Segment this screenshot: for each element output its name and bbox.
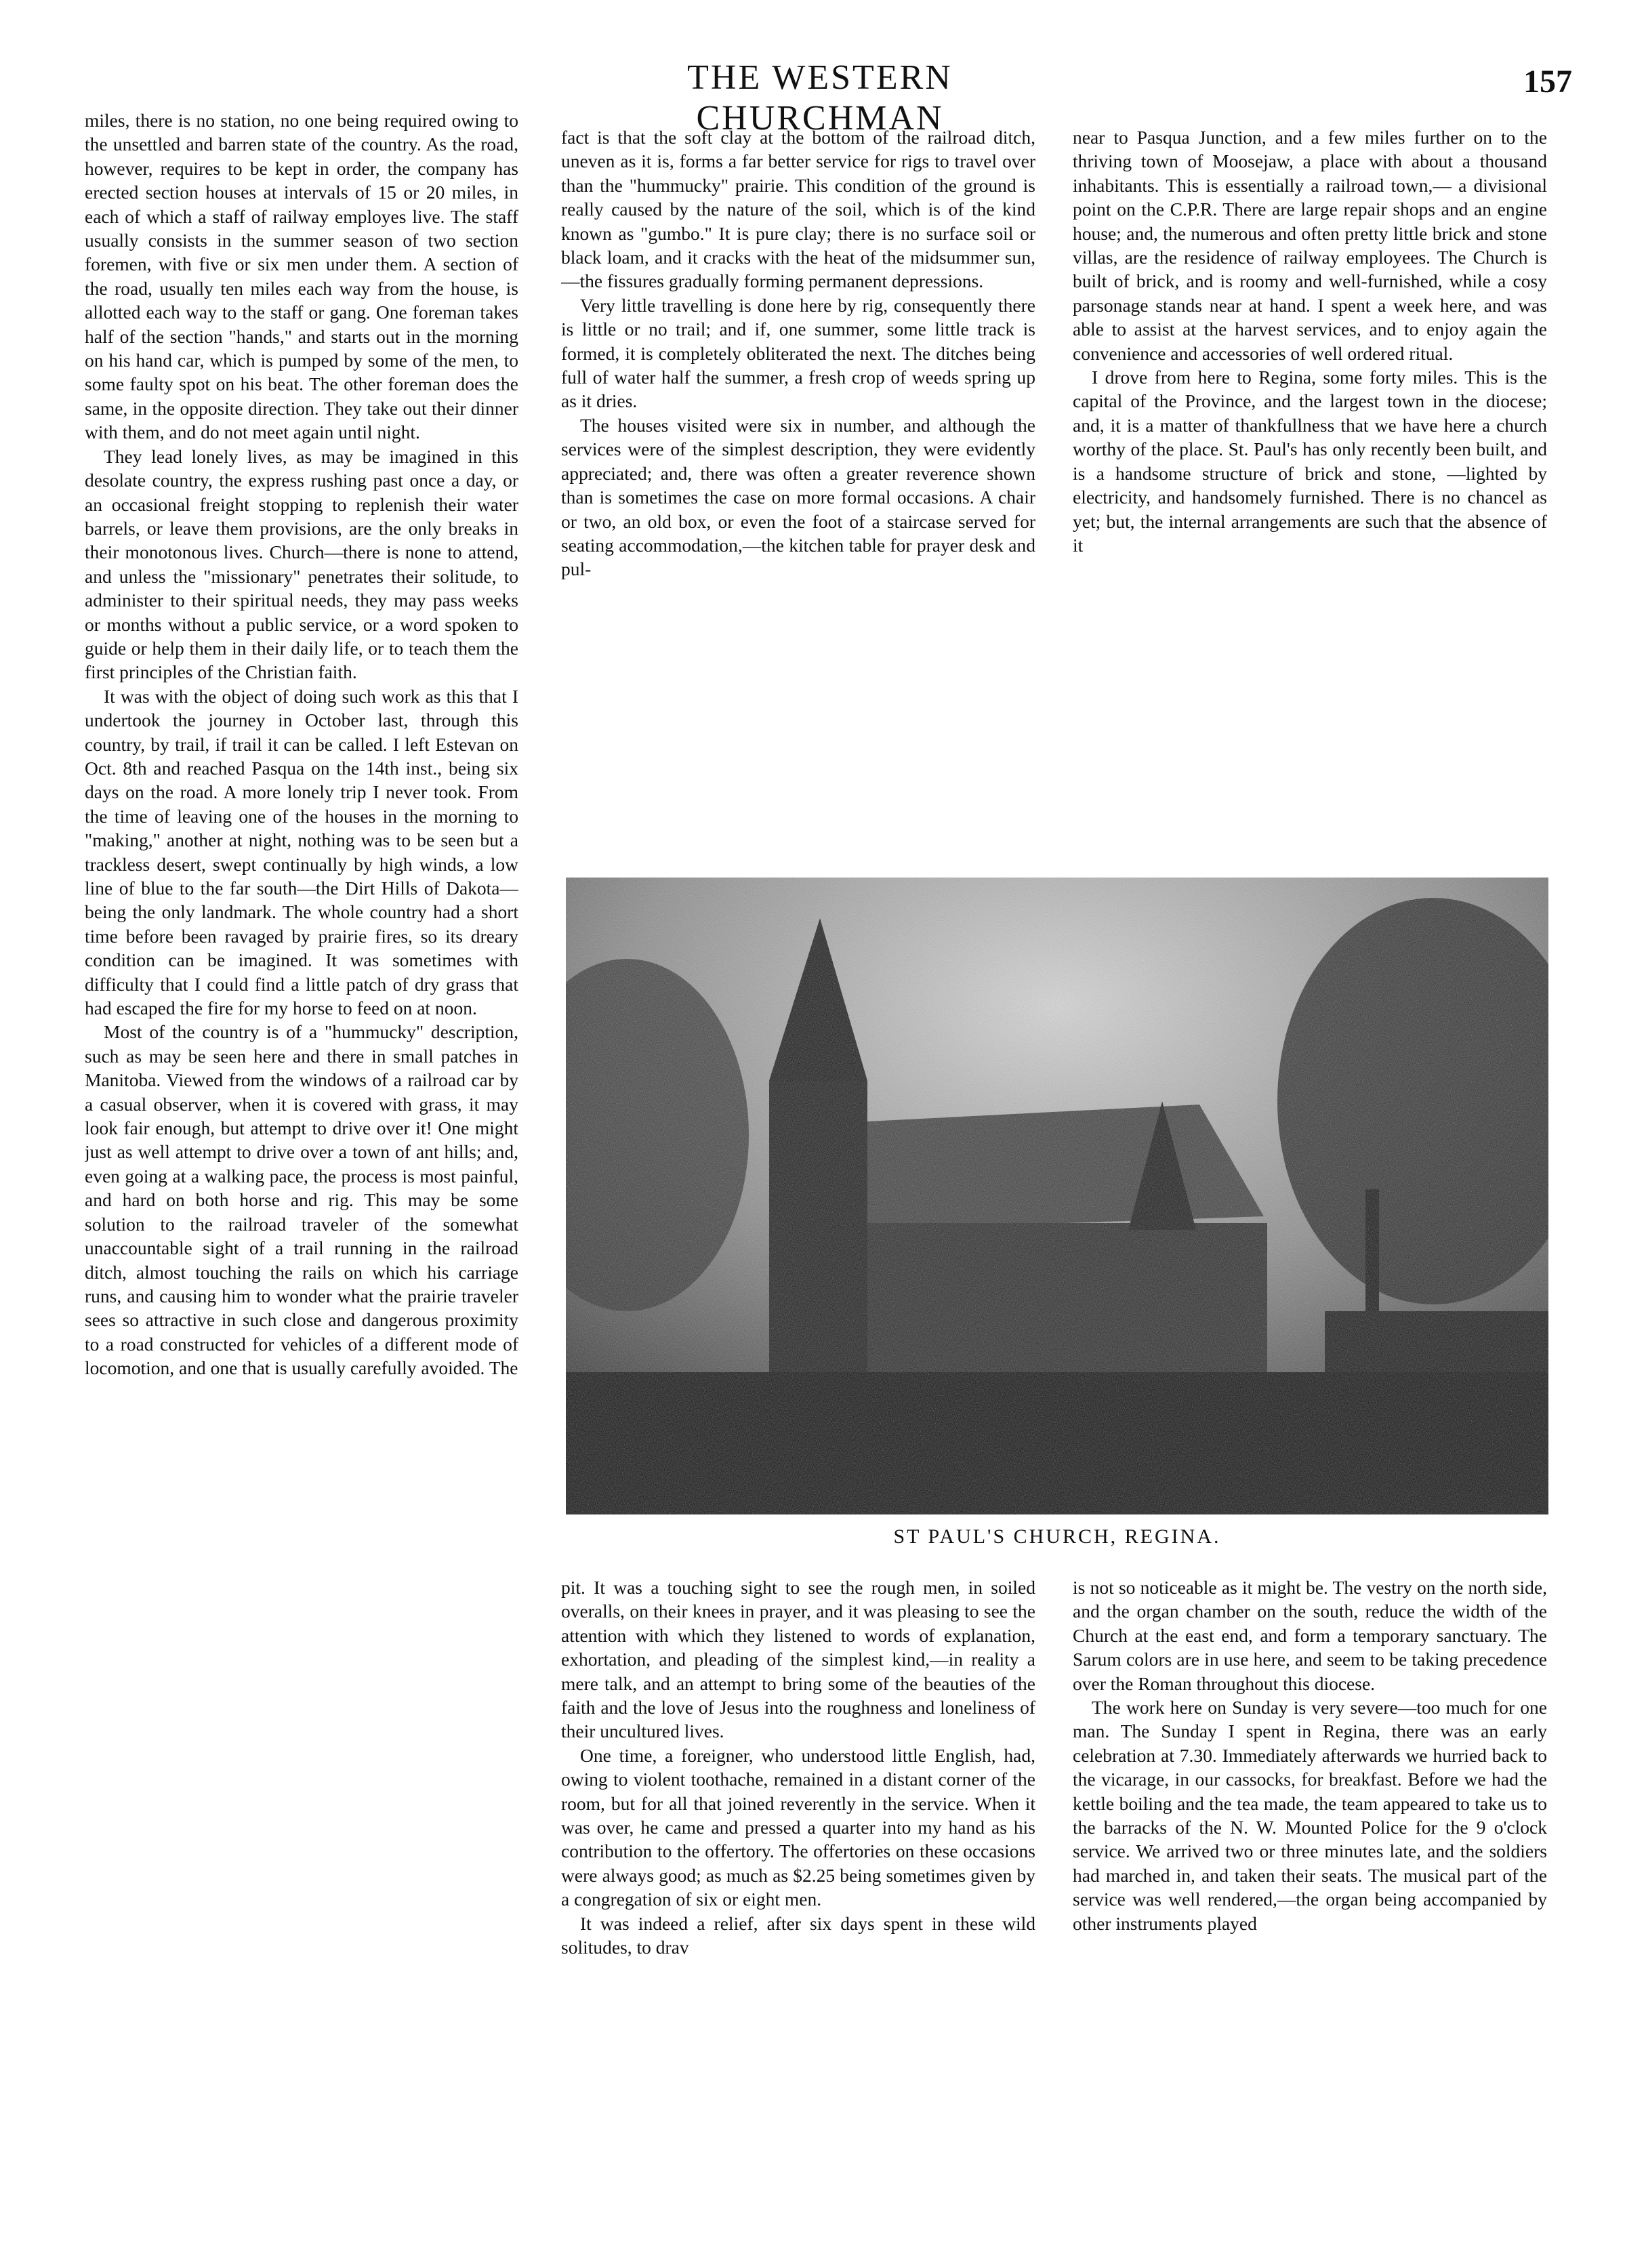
text-column-1 (85, 108, 518, 2223)
print-grain (566, 878, 1548, 1514)
church-photograph (566, 878, 1548, 1514)
page-number: 157 (1523, 64, 1572, 100)
paragraph: I drove from here to Regina, some forty miles. This is the capital of the Province, and the largest town in the diocese; and, it is a matter of thankfullness that we have here a church worthy of the place. St. Paul's has only recently been built, and is a handsome structure of brick and stone, —lighted by electricity, and handsomely furnished. There is no chancel as yet; but, the internal arrangements are such that the absence of it (1073, 367, 1547, 556)
paragraph: near to Pasqua Junction, and a few miles further on to the thriving town of Moosejaw, a place with about a thousand inhabitants. This is essentially a railroad town,— a divisional point on the C.P.R. There are large repair shops and an engine house; and, the numerous and often pretty little brick and stone villas, are the residence of railway employees. The Church is built of brick, and is roomy and well-furnished, while a cosy parsonage stands near at hand. I spent a week here, and was able to assist at the harvest services, and to enjoy again the convenience and accessories of well ordered ritual. (1073, 127, 1547, 364)
paragraph: It was with the object of doing such work as this that I undertook the journey in October last, through this country, by trail, if trail it can be called. I left Estevan on Oct. 8th and reached Pasqua on the 14th inst., being six days on the road. A more lonely trip I never took. From the time of leaving one of the houses in the morning to "making," another at night, nothing was to be seen but a trackless desert, swept continually by high winds, a low line of blue to the far south—the Dirt Hills of Dakota—being the only landmark. The whole country had a short time before been ravaged by prairie fires, so its dreary condition can be imagined. It was sometimes with difficulty that I could find a little patch of dry grass that had escaped the fire for my horse to feed on at noon. (85, 685, 518, 1019)
paragraph: miles, there is no station, no one being required owing to the unsettled and barren state of the country. As the road, however, requires to be kept in order, the company has erected section houses at intervals of 15 or 20 miles, in each of which a staff of railway employes live. The staff usually consists in the summer season of two section foremen, with five or six men under them. A section of the road, usually ten miles each way from the house, is allotted each way to the staff or gang. One foreman takes half of the section "hands," and starts out in the morning on his hand car, which is pumped by some of the men, to some faulty spot on his beat. The other foreman does the same, in the opposite direction. They take out their dinner with them, and do not meet again until night. (85, 110, 518, 443)
text-column-4 (561, 1575, 1035, 2226)
paragraph: The work here on Sunday is very severe—too much for one man. The Sunday I spent in Regina, there was an early celebration at 7.30. Immediately afterwards we hurried back to the vicarage, in our cassocks, for breakfast. Before we had the kettle boiling and the tea made, the team appeared to take us to the barracks of the N. W. Mounted Police for the 9 o'clock service. We arrived two or three minutes late, and the soldiers had marched in, and taken their seats. The musical part of the service was well rendered,—the organ being accompanied by other instruments played (1073, 1697, 1547, 1934)
paragraph: Most of the country is of a "hummucky" description, such as may be seen here and there in small patches in Manitoba. Viewed from the windows of a railroad car by a casual observer, when it is covered with grass, it may look fair enough, but attempt to drive over it! One might just as well attempt to drive over a town of ant hills; and, even going at a walking pace, the process is most painful, and hard on both horse and rig. This may be some solution to the railroad traveler of the somewhat unaccountable sight of a trail running in the railroad ditch, almost touching the rails on which his carriage runs, and causing him to wonder what the prairie traveler sees so attractive in such close and dangerous proximity to a road constructed for vehicles of a different mode of locomotion, and one that is usually carefully avoided. The (85, 1021, 518, 1379)
text-column-2 (561, 125, 1035, 864)
church-illustration (566, 878, 1548, 1514)
paragraph: pit. It was a touching sight to see the rough men, in soiled overalls, on their knees in prayer, and it was pleasing to see the attention with which they listened to words of explanation, exhortation, and pleading of the simplest kind,—in reality a mere talk, and an attempt to bring some of the beauties of the faith and the love of Jesus into the roughness and loneliness of their uncultured lives. (561, 1577, 1035, 1742)
photo-caption: ST PAUL'S CHURCH, REGINA. (893, 1525, 1221, 1548)
running-head: THE WESTERN CHURCHMAN (687, 58, 953, 138)
paragraph: It was indeed a relief, after six days spent in these wild solitudes, to drav (561, 1912, 1035, 1958)
paragraph: is not so noticeable as it might be. The vestry on the north side, and the organ chamber on the south, reduce the width of the Church at the east end, and form a temporary sanctuary. The Sarum colors are in use here, and seem to be taking precedence over the Roman throughout this diocese. (1073, 1577, 1547, 1694)
text-column-3 (1073, 125, 1547, 864)
paragraph: fact is that the soft clay at the bottom of the railroad ditch, uneven as it is, forms a far better service for rigs to travel over than the "hummucky" prairie. This condition of the ground is really caused by the nature of the soil, which is of the kind known as "gumbo." It is pure clay; there is no surface soil or black loam, and it cracks with the heat of the midsummer sun,—the fissures gradually forming permanent depressions. (561, 127, 1035, 292)
paragraph: They lead lonely lives, as may be imagined in this desolate country, the express rushing past once a day, or an occasional freight stopping to replenish their water barrels, or leave them provisions, are the only breaks in their monotonous lives. Church—there is none to attend, and unless the "missionary" penetrates their solitude, to administer to their spiritual needs, they may pass weeks or months without a public service, or a word spoken to guide or help them in their daily life, or to teach them the first principles of the Christian faith. (85, 445, 518, 683)
paragraph: Very little travelling is done here by rig, consequently there is little or no trail; and if, one summer, some little track is formed, it is completely obliterated the next. The ditches being full of water half the summer, a fresh crop of weeds spring up as it dries. (561, 294, 1035, 412)
paragraph: The houses visited were six in number, and although the services were of the simplest description, they were evidently appreciated; and, there was often a greater reverence shown than is sometimes the case on more formal occasions. A chair or two, an old box, or even the foot of a staircase served for seating accommodation,—the kitchen table for prayer desk and pul- (561, 414, 1035, 580)
text-column-5 (1073, 1575, 1547, 2226)
paragraph: One time, a foreigner, who understood little English, had, owing to violent toothache, remained in a distant corner of the room, but for all that joined reverently in the service. When it was over, he came and pressed a quarter into my hand as his contribution to the offertory. The offertories on these occasions were always good; as much as $2.25 being sometimes given by a congregation of six or eight men. (561, 1744, 1035, 1910)
